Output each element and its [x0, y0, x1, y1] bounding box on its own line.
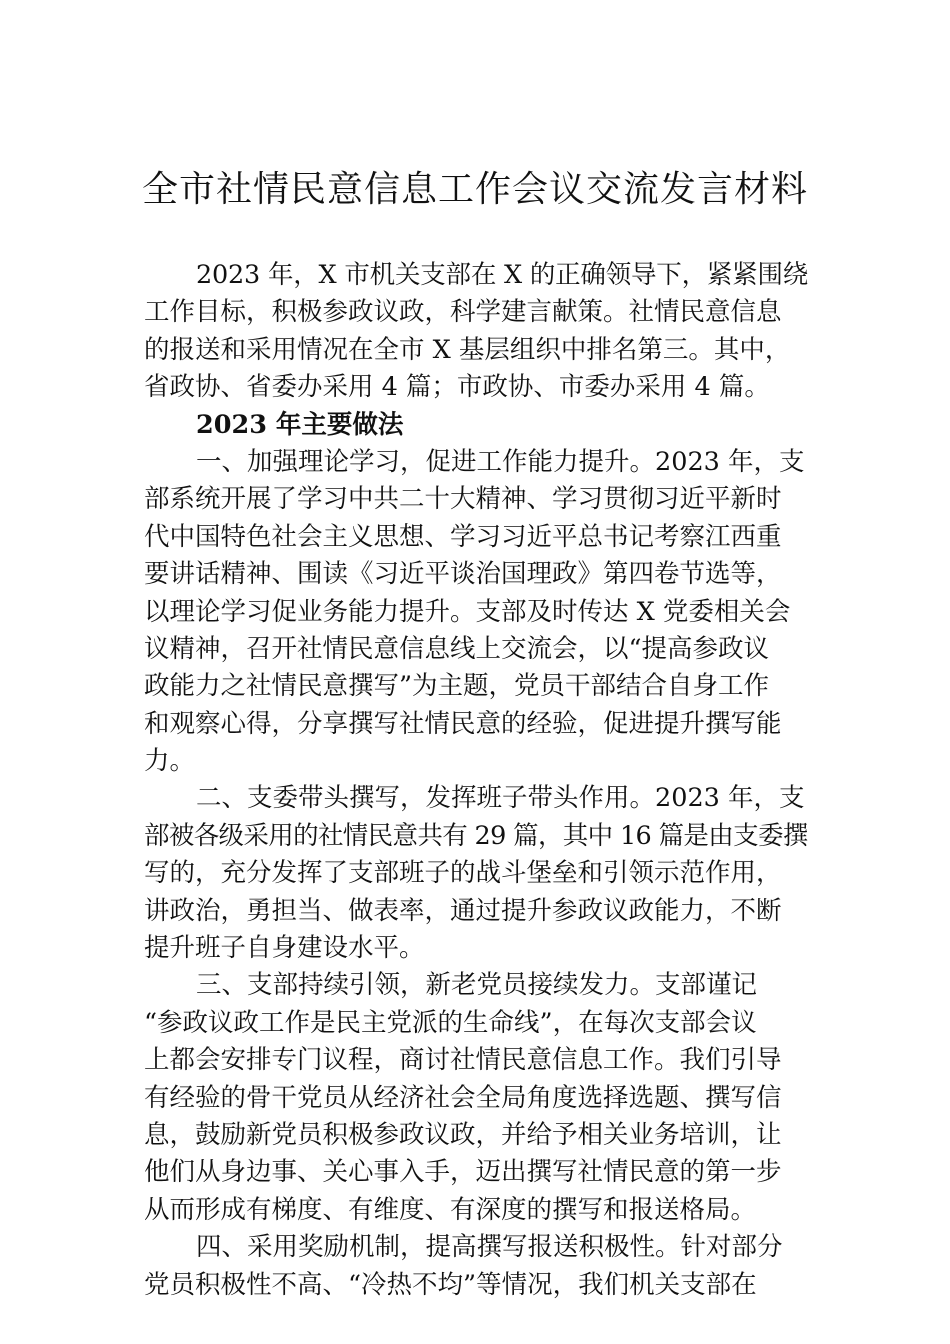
paragraph-line: 议精神，召开社情民意信息线上交流会，以“提高参政议	[144, 633, 770, 664]
paragraph-line: “参政议政工作是民主党派的生命线”，在每次支部会议	[144, 1007, 757, 1038]
paragraph-line: 要讲话精神、围读《习近平谈治国理政》第四卷节选等，	[144, 559, 782, 590]
paragraph-line: 二、支委带头撰写，发挥班子带头作用。2023 年，支	[196, 783, 805, 814]
paragraph-line: 工作目标，积极参政议政，科学建言献策。社情民意信息	[144, 297, 782, 328]
paragraph-line: 从而形成有梯度、有维度、有深度的撰写和报送格局。	[144, 1194, 757, 1225]
paragraph-line: 提升班子自身建设水平。	[144, 933, 425, 964]
document-body	[144, 257, 808, 1304]
paragraph-line: 上都会安排专门议程，商讨社情民意信息工作。我们引导	[144, 1045, 782, 1076]
paragraph-line: 的报送和采用情况在全市 X 基层组织中排名第三。其中，	[144, 334, 791, 365]
paragraph-line: 2023 年，X 市机关支部在 X 的正确领导下，紧紧围绕	[196, 260, 808, 290]
paragraph-line: 有经验的骨干党员从经济社会全局角度选择选题、撰写信	[144, 1082, 782, 1113]
paragraph-line: 党员积极性不高、“冷热不均”等情况，我们机关支部在	[144, 1269, 757, 1300]
paragraph-line: 一、加强理论学习，促进工作能力提升。2023 年，支	[196, 446, 805, 477]
paragraph-line: 讲政治，勇担当、做表率，通过提升参政议政能力，不断	[144, 895, 782, 926]
paragraph-line: 写的，充分发挥了支部班子的战斗堡垒和引领示范作用，	[144, 858, 782, 889]
document-title: 全市社情民意信息工作会议交流发言材料	[141, 169, 808, 210]
paragraph-line: 以理论学习促业务能力提升。支部及时传达 X 党委相关会	[144, 596, 791, 627]
paragraph-line: 三、支部持续引领，新老党员接续发力。支部谨记	[196, 970, 758, 1001]
paragraph-line: 息，鼓励新党员积极参政议政，并给予相关业务培训，让	[144, 1119, 782, 1150]
paragraph-line: 政能力之社情民意撰写”为主题，党员干部结合自身工作	[144, 671, 770, 702]
paragraph-line: 代中国特色社会主义思想、学习习近平总书记考察江西重	[144, 521, 782, 552]
paragraph-line: 他们从身边事、关心事入手，迈出撰写社情民意的第一步	[144, 1157, 782, 1188]
paragraph-line: 部被各级采用的社情民意共有 29 篇，其中 16 篇是由支委撰	[144, 820, 808, 851]
paragraph-line: 和观察心得，分享撰写社情民意的经验，促进提升撰写能	[144, 708, 782, 739]
paragraph-line: 省政协、省委办采用 4 篇；市政协、市委办采用 4 篇。	[144, 372, 770, 403]
paragraph-line: 四、采用奖励机制，提高撰写报送积极性。针对部分	[196, 1232, 783, 1263]
section-heading: 2023 年主要做法	[196, 409, 404, 440]
paragraph-line: 力。	[144, 746, 196, 777]
paragraph-line: 部系统开展了学习中共二十大精神、学习贯彻习近平新时	[144, 484, 782, 515]
